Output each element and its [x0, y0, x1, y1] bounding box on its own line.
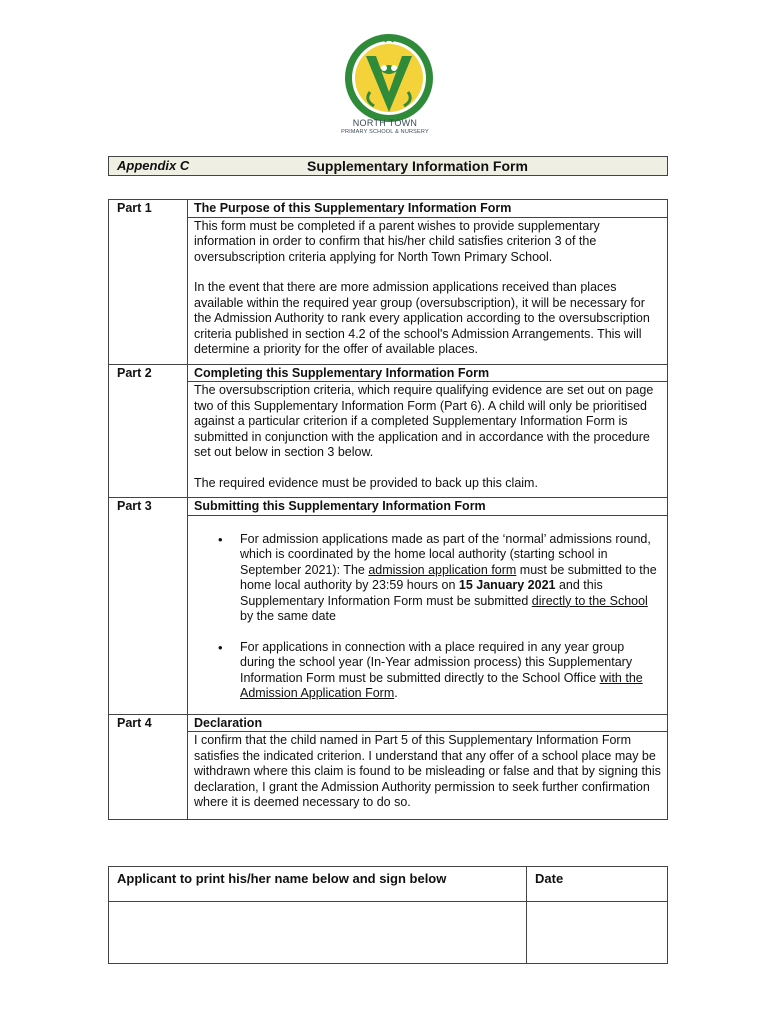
deadline-date: 15 January 2021 [458, 578, 556, 592]
signature-table [108, 866, 668, 964]
part-1-row [109, 200, 668, 218]
part-3-label: Part 3 [109, 498, 188, 715]
date-label: Date [527, 867, 668, 902]
part-3-body [188, 515, 668, 714]
part-3-bullet-2: • For applications in connection with a place required in any year group during the school year (In-Year admission process) this Supplementary Information Form must be submitted directly to the School Office with the Admission Application Form. [194, 640, 661, 702]
part-2-para-1: The oversubscription criteria, which require qualifying evidence are set out on page two of this Supplementary Information Form (Part 6). A child will only be prioritised against a particular criterion if a completed Supplementary Information Form is submitted in conjunction with the application and in accordance with the procedure set out below in section 3 below. [194, 383, 654, 459]
part-4-para-1: I confirm that the child named in Part 5 of this Supplementary Information Form satisfies the indicated criterion. I understand that any offer of a school place may be withdrawn where this claim is found to be misleading or false and that by signing this declaration, I grant the Admission Authority permission to seek further confirmation where it is deemed necessary to do so. [194, 733, 661, 809]
part-2-label: Part 2 [109, 364, 188, 498]
part-4-body [188, 732, 668, 820]
part-4-title: Declaration [188, 714, 668, 732]
part-3-bullet-1: • For admission applications made as part of the ‘normal’ admissions round, which is coordinated by the home local authority (starting school in September 2021): The admission application form must be submitted to the home local authority by 23:59 hours on 15 January 2021 and this Supplementary Information Form must be submitted directly to the School by the same date [194, 532, 661, 625]
applicant-name-field[interactable] [109, 902, 527, 964]
applicant-name-label: Applicant to print his/her name below and sign below [109, 867, 527, 902]
part-2-title: Completing this Supplementary Information Form [188, 364, 668, 382]
form-header [108, 156, 668, 176]
admission-form-link: admission application form [368, 562, 517, 577]
parts-table [108, 199, 668, 820]
part-3-row [109, 498, 668, 516]
part-1-body [188, 217, 668, 364]
part-2-para-2: The required evidence must be provided to back up this claim. [194, 475, 538, 490]
part-3-bullet-list [194, 532, 661, 702]
part-1-para-2: In the event that there are more admission applications received than places available within the required year group (oversubscription), it will be necessary for the Admission Authority to rank every application according to the oversubscription criteria published in section 4.2 of the school's Admission Arrangements. This will determine a priority for the offer of available places. [194, 280, 650, 356]
direct-to-school-text: directly to the School [531, 593, 648, 608]
with-application-form-text: with the Admission Application Form [240, 670, 643, 700]
school-name: NORTH TOWN [352, 118, 418, 128]
form-title: Supplementary Information Form [307, 158, 528, 174]
part-4-label: Part 4 [109, 714, 188, 819]
school-subtitle: PRIMARY SCHOOL & NURSERY [341, 129, 429, 135]
part-1-label: Part 1 [109, 200, 188, 365]
part-4-row [109, 714, 668, 732]
appendix-label: Appendix C [117, 158, 190, 173]
school-crest-icon [340, 30, 438, 130]
part-2-row [109, 364, 668, 382]
part-1-title: The Purpose of this Supplementary Information Form [188, 200, 668, 218]
part-2-body [188, 382, 668, 498]
part-3-title: Submitting this Supplementary Information Form [188, 498, 668, 516]
part-1-para-1: This form must be completed if a parent wishes to provide supplementary information in order to confirm that his/her child satisfies criterion 3 of the oversubscription criteria applying for North Town Primary School. [194, 218, 600, 264]
date-field[interactable] [527, 902, 668, 964]
